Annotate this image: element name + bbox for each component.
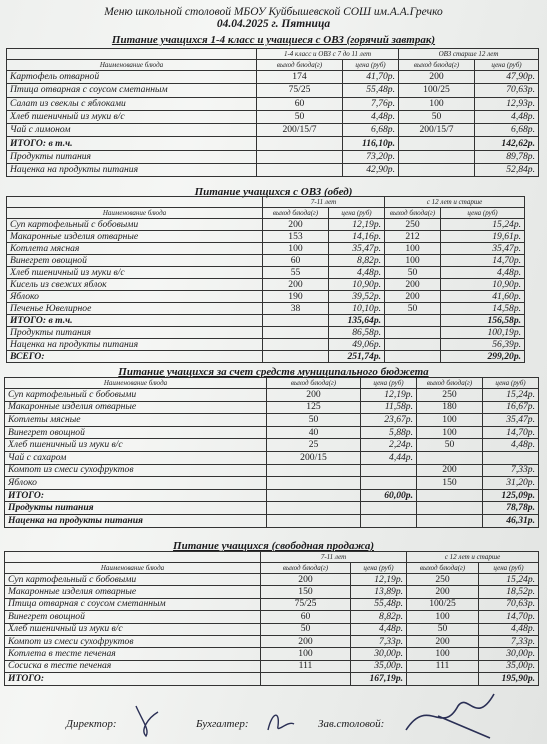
dish-name: Картофель отварной — [7, 71, 257, 84]
total-price: 46,31р. — [483, 514, 539, 527]
dish-price — [483, 451, 539, 464]
total-spacer — [417, 489, 483, 502]
column-header-price: цена (руб) — [343, 60, 399, 71]
table-row — [5, 648, 539, 660]
menu-table — [4, 377, 539, 528]
dish-price: 4,48р. — [441, 267, 525, 279]
dish-price: 4,48р. — [351, 623, 407, 635]
total-price: 251,74р. — [329, 351, 385, 363]
section-title: Питание учащихся 1-4 класс и учащиеся с ОВЗ (горячий завтрак) — [111, 34, 436, 46]
dish-price: 23,67р. — [361, 414, 417, 427]
dish-price: 16,67р. — [483, 401, 539, 414]
table-row — [5, 477, 539, 490]
dish-yield: 200 — [407, 635, 479, 647]
dish-price: 4,48р. — [329, 267, 385, 279]
total-price: 49,06р. — [329, 339, 385, 351]
dish-yield: 200 — [407, 586, 479, 598]
total-spacer — [257, 137, 343, 150]
table-row — [7, 231, 525, 243]
table-row — [5, 439, 539, 452]
table-row — [5, 574, 539, 586]
dish-price: 14,58р. — [441, 303, 525, 315]
total-spacer — [261, 673, 351, 685]
total-spacer — [263, 327, 329, 339]
table-row — [5, 598, 539, 610]
dish-yield: 100 — [263, 243, 329, 255]
group-header-a: 7-11 лет — [263, 197, 385, 208]
dish-price: 7,33р. — [479, 635, 539, 647]
dish-name: Хлеб пшеничный из муки в/с — [5, 623, 261, 635]
dish-price: 4,48р. — [475, 110, 539, 123]
column-header-yield: выход блюда(г) — [261, 563, 351, 574]
dish-price: 15,24р. — [479, 574, 539, 586]
dish-name: Хлеб пшеничный из муки в/с — [7, 267, 263, 279]
dish-price: 19,61р. — [441, 231, 525, 243]
total-price: 299,20р. — [441, 351, 525, 363]
dish-price: 6,68р. — [343, 124, 399, 137]
dish-price: 39,52р. — [329, 291, 385, 303]
dish-price: 12,19р. — [329, 219, 385, 231]
dish-price: 13,89р. — [351, 586, 407, 598]
dish-yield: 180 — [417, 401, 483, 414]
dish-name: Котлета в тесте печеная — [5, 648, 261, 660]
dish-yield: 50 — [267, 414, 361, 427]
total-spacer — [385, 339, 441, 351]
dish-price: 4,44р. — [361, 451, 417, 464]
total-label: ИТОГО: — [5, 489, 267, 502]
menu-table — [6, 48, 539, 177]
dish-yield: 153 — [263, 231, 329, 243]
dish-yield: 200/15/7 — [257, 124, 343, 137]
column-header-price: цена (руб) — [483, 378, 539, 389]
table-row — [5, 611, 539, 623]
total-spacer — [267, 514, 361, 527]
group-header-spacer — [5, 552, 261, 563]
dish-name: Печенье Ювелирное — [7, 303, 263, 315]
dish-yield: 250 — [417, 389, 483, 402]
total-price — [361, 514, 417, 527]
total-spacer — [385, 351, 441, 363]
dish-price: 30,00р. — [351, 648, 407, 660]
total-price: 125,09р. — [483, 489, 539, 502]
dish-yield: 40 — [267, 426, 361, 439]
total-price: 73,20р. — [343, 150, 399, 163]
dish-name: Яблоко — [7, 291, 263, 303]
dish-price: 8,82р. — [329, 255, 385, 267]
dish-price: 8,82р. — [351, 611, 407, 623]
total-row — [7, 327, 525, 339]
dish-name: Суп картофельный с бобовыми — [5, 574, 261, 586]
dish-name: Яблоко — [5, 477, 267, 490]
dish-price: 4,48р. — [343, 110, 399, 123]
dish-price: 35,00р. — [351, 660, 407, 672]
dish-price: 10,10р. — [329, 303, 385, 315]
dish-price: 15,24р. — [483, 389, 539, 402]
dish-yield: 25 — [267, 439, 361, 452]
total-row — [5, 489, 539, 502]
total-spacer — [267, 489, 361, 502]
dish-yield: 200 — [417, 464, 483, 477]
dish-name: Котлеты мясные — [5, 414, 267, 427]
column-header-price: цена (руб) — [361, 378, 417, 389]
total-spacer — [399, 150, 475, 163]
dish-price: 55,48р. — [351, 598, 407, 610]
table-row — [7, 97, 539, 110]
total-price: 56,39р. — [441, 339, 525, 351]
dish-yield: 60 — [261, 611, 351, 623]
total-label: ИТОГО: в т.ч. — [7, 315, 263, 327]
dish-name: Чай с лимоном — [7, 124, 257, 137]
dish-yield: 60 — [263, 255, 329, 267]
dish-name: Суп картофельный с бобовыми — [5, 389, 267, 402]
total-row — [7, 351, 525, 363]
dish-name: Птица отварная с соусом сметанным — [7, 84, 257, 97]
group-header-spacer — [7, 197, 263, 208]
table-row — [7, 84, 539, 97]
dish-name: Хлеб пшеничный из муки в/с — [7, 110, 257, 123]
total-label: ИТОГО: в т.ч. — [7, 137, 257, 150]
dish-yield: 50 — [257, 110, 343, 123]
dish-price: 6,68р. — [475, 124, 539, 137]
dish-yield: 200 — [385, 291, 441, 303]
total-spacer — [257, 164, 343, 177]
dish-yield: 100 — [399, 97, 475, 110]
total-price — [361, 502, 417, 515]
total-row — [7, 164, 539, 177]
dish-price: 2,24р. — [361, 439, 417, 452]
total-spacer — [263, 315, 329, 327]
total-label: ВСЕГО: — [7, 351, 263, 363]
column-header-name: Наименование блюда — [5, 378, 267, 389]
director-signature-label: Директор: — [66, 718, 117, 730]
dish-yield: 200 — [261, 635, 351, 647]
dish-yield — [267, 477, 361, 490]
dish-price — [361, 464, 417, 477]
table-row — [5, 660, 539, 672]
dish-yield: 250 — [385, 219, 441, 231]
total-price: 60,00р. — [361, 489, 417, 502]
total-price: 116,10р. — [343, 137, 399, 150]
dish-price: 7,76р. — [343, 97, 399, 110]
total-row — [7, 150, 539, 163]
canteen-signature-scribble — [398, 686, 508, 742]
dish-price: 55,48р. — [343, 84, 399, 97]
menu-date: 04.04.2025 г. Пятница — [216, 18, 331, 30]
dish-price: 35,47р. — [483, 414, 539, 427]
dish-price: 10,90р. — [441, 279, 525, 291]
total-spacer — [257, 150, 343, 163]
dish-yield: 190 — [263, 291, 329, 303]
dish-price: 70,63р. — [479, 598, 539, 610]
column-header-yield: выход блюда(г) — [267, 378, 361, 389]
dish-yield: 50 — [399, 110, 475, 123]
dish-yield: 200 — [385, 279, 441, 291]
dish-name: Салат из свеклы с яблоками — [7, 97, 257, 110]
accountant-signature-scribble — [262, 706, 302, 738]
table-row — [7, 255, 525, 267]
dish-yield: 100/25 — [399, 84, 475, 97]
dish-price: 15,24р. — [441, 219, 525, 231]
dish-price: 31,20р. — [483, 477, 539, 490]
total-price: 156,58р. — [441, 315, 525, 327]
dish-yield: 75/25 — [257, 84, 343, 97]
dish-yield: 200 — [261, 574, 351, 586]
total-price: 86,58р. — [329, 327, 385, 339]
total-spacer — [417, 502, 483, 515]
table-row — [5, 464, 539, 477]
total-label: Продукты питания — [7, 327, 263, 339]
dish-yield: 200/15/7 — [399, 124, 475, 137]
dish-yield: 250 — [407, 574, 479, 586]
dish-yield: 125 — [267, 401, 361, 414]
total-price: 42,90р. — [343, 164, 399, 177]
dish-price: 35,47р. — [441, 243, 525, 255]
dish-name: Макаронные изделия отварные — [5, 586, 261, 598]
column-header-yield: выход блюда(г) — [257, 60, 343, 71]
total-label: Наценка на продукты питания — [7, 339, 263, 351]
table-row — [7, 110, 539, 123]
dish-price: 47,90р. — [475, 71, 539, 84]
dish-price: 7,33р. — [483, 464, 539, 477]
group-header-b: ОВЗ старше 12 лет — [399, 49, 539, 60]
table-row — [5, 426, 539, 439]
total-price: 52,84р. — [475, 164, 539, 177]
total-price: 135,64р. — [329, 315, 385, 327]
total-label: Продукты питания — [7, 150, 257, 163]
total-price: 100,19р. — [441, 327, 525, 339]
table-row — [5, 635, 539, 647]
column-header-yield: выход блюда(г) — [385, 208, 441, 219]
dish-yield: 100 — [385, 243, 441, 255]
table-row — [5, 586, 539, 598]
column-header-price: цена (руб) — [475, 60, 539, 71]
column-header-price: цена (руб) — [351, 563, 407, 574]
column-header-price: цена (руб) — [441, 208, 525, 219]
menu-title: Меню школьной столовой МБОУ Куйбышевской СОШ им.А.А.Гречко — [104, 6, 443, 18]
section-title: Питание учащихся за счет средств муниципального бюджета — [118, 366, 429, 378]
dish-yield: 200 — [399, 71, 475, 84]
total-price: 89,78р. — [475, 150, 539, 163]
dish-yield — [417, 451, 483, 464]
dish-name: Кисель из свежих яблок — [7, 279, 263, 291]
dish-name: Компот из смеси сухофруктов — [5, 635, 261, 647]
total-spacer — [399, 164, 475, 177]
column-header-name: Наименование блюда — [5, 563, 261, 574]
dish-price: 11,58р. — [361, 401, 417, 414]
dish-yield: 111 — [261, 660, 351, 672]
dish-yield: 50 — [417, 439, 483, 452]
dish-yield: 100 — [417, 426, 483, 439]
column-header-yield: выход блюда(г) — [417, 378, 483, 389]
dish-price: 41,70р. — [343, 71, 399, 84]
dish-yield: 100 — [385, 255, 441, 267]
dish-yield: 100 — [407, 611, 479, 623]
total-label: Наценка на продукты питания — [5, 514, 267, 527]
total-label: Наценка на продукты питания — [7, 164, 257, 177]
total-spacer — [263, 339, 329, 351]
dish-yield: 55 — [263, 267, 329, 279]
group-header-b: с 12 лет и старше — [407, 552, 539, 563]
dish-name: Птица отварная с соусом сметанным — [5, 598, 261, 610]
dish-price: 10,90р. — [329, 279, 385, 291]
dish-price: 4,48р. — [483, 439, 539, 452]
table-row — [5, 414, 539, 427]
dish-yield: 50 — [385, 267, 441, 279]
table-row — [7, 303, 525, 315]
menu-table — [6, 196, 525, 363]
column-header-name: Наименование блюда — [7, 60, 257, 71]
dish-yield: 100 — [417, 414, 483, 427]
total-row — [7, 137, 539, 150]
dish-yield: 200 — [263, 219, 329, 231]
total-row — [5, 673, 539, 685]
dish-yield: 100 — [261, 648, 351, 660]
dish-yield: 38 — [263, 303, 329, 315]
dish-price: 14,70р. — [441, 255, 525, 267]
dish-name: Винегрет овощной — [5, 611, 261, 623]
dish-name: Чай с сахаром — [5, 451, 267, 464]
total-row — [5, 514, 539, 527]
dish-yield: 50 — [385, 303, 441, 315]
dish-yield: 174 — [257, 71, 343, 84]
dish-name: Котлета мясная — [7, 243, 263, 255]
total-spacer — [399, 137, 475, 150]
table-row — [5, 401, 539, 414]
table-row — [5, 389, 539, 402]
dish-yield: 200 — [263, 279, 329, 291]
section-title: Питание учащихся (свободная продажа) — [173, 540, 374, 552]
dish-yield: 200/15 — [267, 451, 361, 464]
dish-yield: 111 — [407, 660, 479, 672]
dish-price: 5,88р. — [361, 426, 417, 439]
menu-table — [4, 551, 539, 686]
dish-yield: 75/25 — [261, 598, 351, 610]
table-row — [7, 219, 525, 231]
table-row — [7, 267, 525, 279]
dish-price: 30,00р. — [479, 648, 539, 660]
dish-yield: 50 — [407, 623, 479, 635]
column-header-price: цена (руб) — [329, 208, 385, 219]
group-header-a: 1-4 класс и ОВЗ с 7 до 11 лет — [257, 49, 399, 60]
total-price: 142,62р. — [475, 137, 539, 150]
total-spacer — [407, 673, 479, 685]
total-spacer — [385, 315, 441, 327]
total-price: 195,90р. — [479, 673, 539, 685]
total-price: 167,19р. — [351, 673, 407, 685]
dish-price: 12,19р. — [351, 574, 407, 586]
total-spacer — [417, 514, 483, 527]
dish-price: 4,48р. — [479, 623, 539, 635]
total-spacer — [385, 327, 441, 339]
dish-price: 70,63р. — [475, 84, 539, 97]
column-header-price: цена (руб) — [479, 563, 539, 574]
dish-price — [361, 477, 417, 490]
total-label: Продукты питания — [5, 502, 267, 515]
dish-name: Хлеб пшеничный из муки в/с — [5, 439, 267, 452]
dish-name: Суп картофельный с бобовыми — [7, 219, 263, 231]
dish-yield: 100 — [407, 648, 479, 660]
table-row — [5, 623, 539, 635]
section-title: Питание учащихся с ОВЗ (обед) — [194, 186, 353, 198]
total-row — [7, 315, 525, 327]
table-row — [5, 451, 539, 464]
table-row — [7, 71, 539, 84]
dish-name: Компот из смеси сухофруктов — [5, 464, 267, 477]
column-header-yield: выход блюда(г) — [407, 563, 479, 574]
dish-price: 7,33р. — [351, 635, 407, 647]
column-header-yield: выход блюда(г) — [263, 208, 329, 219]
table-row — [7, 124, 539, 137]
total-row — [7, 339, 525, 351]
dish-yield: 60 — [257, 97, 343, 110]
dish-yield: 150 — [261, 586, 351, 598]
dish-price: 14,70р. — [483, 426, 539, 439]
dish-price: 12,93р. — [475, 97, 539, 110]
group-header-a: 7-11 лет — [261, 552, 407, 563]
dish-price: 14,16р. — [329, 231, 385, 243]
dish-yield: 150 — [417, 477, 483, 490]
director-signature-scribble — [128, 700, 168, 740]
column-header-yield: выход блюда(г) — [399, 60, 475, 71]
total-spacer — [263, 351, 329, 363]
table-row — [7, 291, 525, 303]
dish-yield: 100/25 — [407, 598, 479, 610]
dish-name: Макаронные изделия отварные — [5, 401, 267, 414]
dish-yield — [267, 464, 361, 477]
group-header-b: с 12 лет и старше — [385, 197, 525, 208]
dish-name: Сосиска в тесте печеная — [5, 660, 261, 672]
total-label: ИТОГО: — [5, 673, 261, 685]
group-header-spacer — [7, 49, 257, 60]
dish-price: 35,00р. — [479, 660, 539, 672]
dish-name: Винегрет овощной — [7, 255, 263, 267]
dish-price: 35,47р. — [329, 243, 385, 255]
column-header-name: Наименование блюда — [7, 208, 263, 219]
dish-price: 12,19р. — [361, 389, 417, 402]
accountant-signature-label: Бухгалтер: — [196, 718, 249, 730]
dish-name: Макаронные изделия отварные — [7, 231, 263, 243]
total-row — [5, 502, 539, 515]
dish-yield: 212 — [385, 231, 441, 243]
table-row — [7, 279, 525, 291]
dish-price: 14,70р. — [479, 611, 539, 623]
table-row — [7, 243, 525, 255]
dish-price: 18,52р. — [479, 586, 539, 598]
dish-yield: 200 — [267, 389, 361, 402]
dish-yield: 50 — [261, 623, 351, 635]
canteen-signature-label: Зав.столовой: — [318, 718, 385, 730]
total-price: 78,78р. — [483, 502, 539, 515]
dish-name: Винегрет овощной — [5, 426, 267, 439]
dish-price: 41,60р. — [441, 291, 525, 303]
total-spacer — [267, 502, 361, 515]
